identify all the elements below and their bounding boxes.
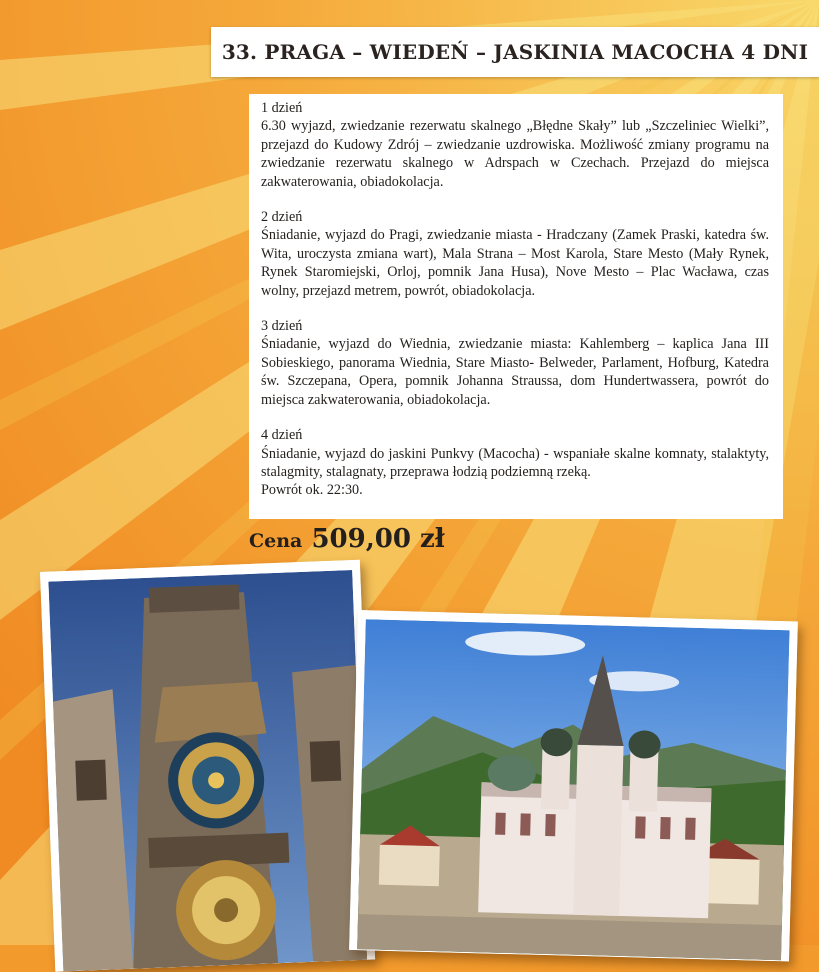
day-heading: 3 dzień [261, 318, 303, 335]
day-description: Śniadanie, wyjazd do jaskini Punkvy (Macocha) - wspaniałe skalne komnaty, stalaktyty, stalagmity, stalagnaty, przeprawa łodzią podziemną rzeką. [261, 445, 769, 480]
day-section [261, 99, 769, 191]
day-section [261, 426, 769, 500]
day-description: Śniadanie, wyjazd do Wiednia, zwiedzanie miasta: Kahlemberg – kaplica Jana III Sobieskiego, panorama Wiednia, Stare Miasto- Belweder, Parlament, Hofburg, Katedra św. Szczepana, Opera, pomnik Johanna Straussa, dom Hundertwassera, powrót do miejsca zakwaterowania, obiadokolacja. [261, 336, 769, 408]
return-time: Powrót ok. 22:30. [261, 482, 363, 499]
price-value: 509,00 zł [311, 524, 445, 554]
page-title: 33. PRAGA – WIEDEŃ – JASKINIA MACOCHA 4 DNI [221, 40, 809, 64]
day-heading: 2 dzień [261, 209, 303, 226]
day-heading: 4 dzień [261, 427, 303, 444]
photo-basilica-town [349, 610, 798, 961]
day-section [261, 317, 769, 409]
day-description: 6.30 wyjazd, zwiedzanie rezerwatu skalnego „Błędne Skały” lub „Szczeliniec Wielki”, przejazd do Kudowy Zdrój – zwiedzanie uzdrowiska. Możliwość zmiany programu na zwiedzanie rezerwatu skalnego w Adrspach w Czechach. Przejazd do miejsca zakwaterowania, obiadokolacja. [261, 118, 769, 190]
day-heading: 1 dzień [261, 100, 303, 116]
day-description: Śniadanie, wyjazd do Pragi, zwiedzanie miasta - Hradczany (Zamek Praski, katedra św. Wita, uroczysta zmiana wart), Mala Strana – Most Karola, Stare Mesto (Mały Rynek, Rynek Staromiejski, Orloj, pomnik Jana Husa), Nove Mesto – Plac Wacława, czas wolny, przejazd metrem, powrót, obiadokolacja. [261, 227, 769, 299]
title-bar [211, 27, 819, 77]
price-label: Cena [249, 530, 303, 552]
day-section [261, 208, 769, 300]
photo-prague-clock-tower [40, 560, 375, 972]
price [249, 524, 445, 554]
itinerary-box [249, 94, 783, 519]
